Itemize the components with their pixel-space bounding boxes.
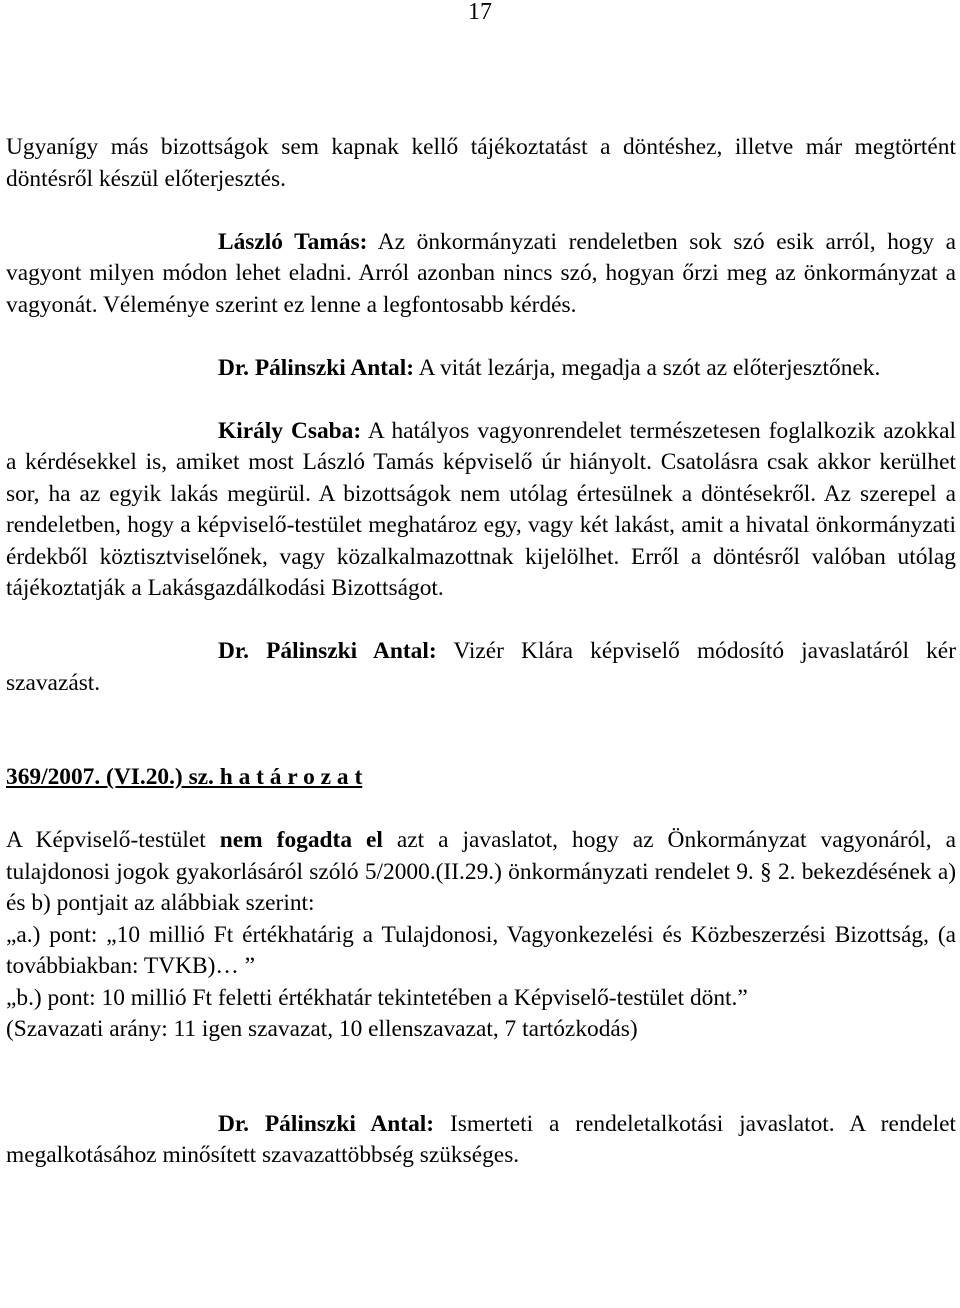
spacer [6,1046,956,1109]
paragraph-palinszki-vote [6,636,956,699]
resolution-text [6,825,956,920]
resolution-intro: A Képviselő-testület [6,827,220,853]
resolution-body: azt a javaslatot, hogy az Önkormányzat vagyonáról, a tulajdonosi jogok gyakorlásáról szóló 5/2000.(II.29.) önkormányzati rendelet 9. § 2. bekezdésének a) és b) pontjait az alábbiak szerint: [6,827,956,916]
resolution-heading [6,762,956,794]
speech-text: Ismerteti a rendeletalkotási javaslatot. A rendelet megalkotásához minősített szavazattöbbség szükséges. [6,1110,956,1168]
speaker-name: László Tamás: [218,228,368,255]
paragraph-palinszki-closing [6,353,956,385]
speaker-name: Dr. Pálinszki Antal: [218,354,415,381]
speaker-name: Király Csaba: [218,417,362,444]
paragraph-committees: Ugyanígy más bizottságok sem kapnak kellő tájékoztatást a döntéshez, illetve már megtörtént döntésről készül előterjesztés. [6,134,956,192]
spacer [6,195,956,227]
speech-text: Vizér Klára képviselő módosító javaslatáról kér szavazást. [6,638,956,696]
spacer [6,699,956,762]
resolution-point-b: „b.) pont: 10 millió Ft feletti értékhatár tekintetében a Képviselő-testület dönt.” [6,984,748,1011]
spacer [6,605,956,637]
speech-text: A vitát lezárja, megadja a szót az előterjesztőnek. [414,354,881,381]
paragraph-laszlo-tamas [6,227,956,322]
resolution-point-a: „a.) pont: „10 millió Ft értékhatárig a Tulajdonosi, Vagyonkezelési és Közbeszerzési Bizottság, (a továbbiakban: TVKB)… ” [6,921,956,979]
document-body [6,132,956,1172]
resolution-emphasis: nem fogadta el [219,827,383,853]
speech-text: A hatályos vagyonrendelet természetesen foglalkozik azokkal a kérdésekkel is, amiket most László Tamás képviselő úr hiányolt. Csatolásra csak akkor kerülhet sor, ha az egyik lakás megürül. A bizottságok nem utólag értesülnek a döntésekről. Az szerepel a rendeletben, hogy a képviselő-testület meghatároz egy, vagy két lakást, amit a hivatal önkormányzati érdekből köztisztviselőnek, vagy közalkalmazottnak kijelölhet. Erről a döntésről valóban utólag tájékoztatják a Lakásgazdálkodási Bizottságot. [6,417,956,601]
page-number: 17 [468,0,492,25]
paragraph-kiraly-csaba [6,416,956,605]
spacer [6,384,956,416]
spacer [6,794,956,826]
speech-text: Az önkormányzati rendeletben sok szó esik arról, hogy a vagyont milyen módon lehet eladni. Arról azonban nincs szó, hogyan őrzi meg az önkormányzat a vagyonát. Véleménye szerint ez lenne a legfontosabb kérdés. [6,228,956,318]
resolution-number: 369/2007. (VI.20.) sz. h a t á r o z a t [6,764,363,790]
resolution-vote: (Szavazati arány: 11 igen szavazat, 10 ellenszavazat, 7 tartózkodás) [6,1016,638,1042]
paragraph-palinszki-decree [6,1109,956,1172]
speaker-name: Dr. Pálinszki Antal: [218,638,437,664]
speaker-name: Dr. Pálinszki Antal: [218,1110,435,1137]
spacer [6,321,956,353]
